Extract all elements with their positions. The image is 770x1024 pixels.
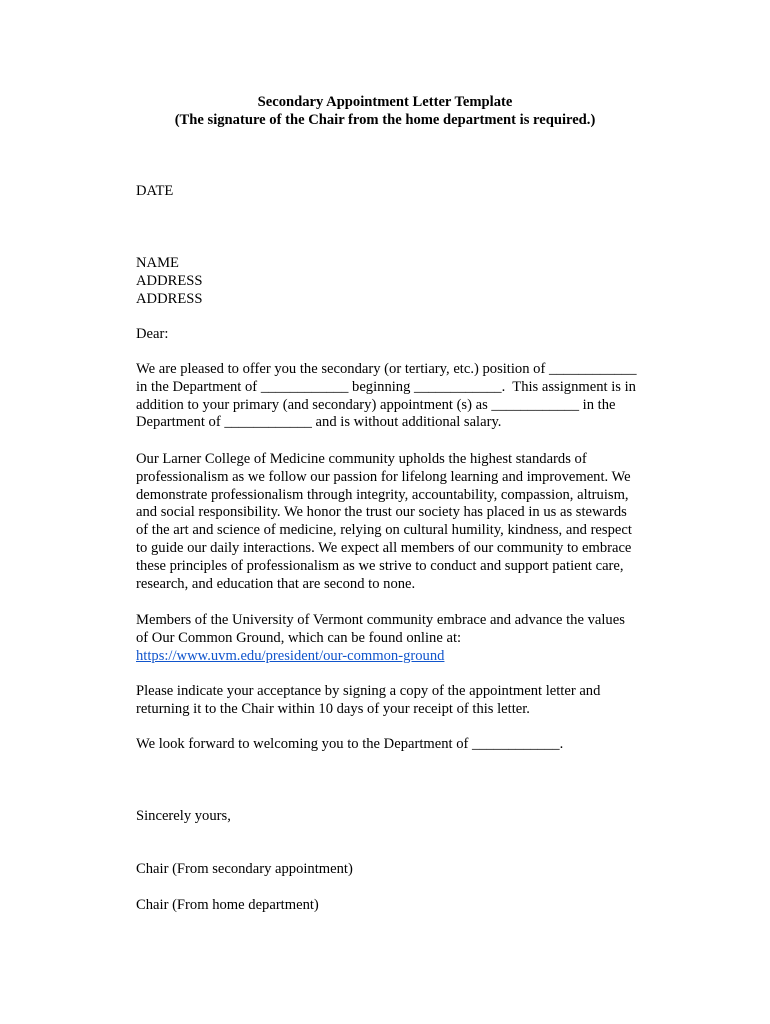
recipient-name: NAME	[136, 255, 179, 271]
paragraph-line: addition to your primary (and secondary) appointment (s) as ____________ in the	[136, 396, 616, 413]
paragraph-offer	[136, 361, 656, 432]
title-line-2: (The signature of the Chair from the home department is required.)	[174, 111, 596, 128]
paragraph-welcome	[136, 736, 656, 754]
paragraph-line: of Our Common Ground, which can be found online at:	[136, 629, 462, 646]
title-line-1: Secondary Appointment Letter Template	[257, 94, 513, 110]
closing	[136, 808, 656, 826]
paragraph-common-ground	[136, 612, 656, 665]
common-ground-link-line	[136, 648, 656, 666]
recipient-block	[136, 255, 656, 308]
paragraph-line: demonstrate professionalism through integrity, accountability, compassion, altruism,	[136, 486, 629, 503]
paragraph-professionalism	[136, 451, 656, 593]
paragraph-line: of the art and science of medicine, relying on cultural humility, kindness, and respect	[136, 522, 632, 539]
paragraph-line: these principles of professionalism as we strive to conduct and support patient care,	[136, 557, 624, 574]
paragraph-line: Members of the University of Vermont community embrace and advance the values	[136, 612, 625, 628]
paragraph-line: We look forward to welcoming you to the Department of ____________.	[136, 736, 564, 752]
paragraph-line: professionalism as we follow our passion for lifelong learning and improvement. We	[136, 468, 631, 485]
signature-secondary-text: Chair (From secondary appointment)	[136, 861, 353, 877]
paragraph-line: research, and education that are second to none.	[136, 575, 416, 592]
salutation	[136, 326, 656, 344]
paragraph-line: We are pleased to offer you the secondary (or tertiary, etc.) position of ____________	[136, 361, 637, 377]
salutation-text: Dear:	[136, 326, 169, 342]
paragraph-line: and social responsibility. We honor the trust our society has placed in us as stewards	[136, 504, 627, 521]
paragraph-acceptance	[136, 683, 656, 719]
date-label: DATE	[136, 183, 174, 199]
paragraph-line: Our Larner College of Medicine community upholds the highest standards of	[136, 451, 587, 467]
closing-text: Sincerely yours,	[136, 808, 231, 824]
paragraph-line: in the Department of ____________ beginning ____________. This assignment is in	[136, 378, 636, 395]
signature-secondary	[136, 861, 656, 879]
recipient-address-1: ADDRESS	[136, 272, 203, 289]
signature-home	[136, 897, 656, 915]
paragraph-line: Please indicate your acceptance by signing a copy of the appointment letter and	[136, 683, 601, 699]
paragraph-line: returning it to the Chair within 10 days of your receipt of this letter.	[136, 700, 530, 717]
date-field	[136, 183, 656, 201]
common-ground-link[interactable]: https://www.uvm.edu/president/our-common-ground	[136, 647, 445, 664]
paragraph-line: Department of ____________ and is without additional salary.	[136, 414, 502, 431]
recipient-address-2: ADDRESS	[136, 290, 203, 307]
signature-home-text: Chair (From home department)	[136, 897, 319, 913]
paragraph-line: to guide our daily interactions. We expect all members of our community to embrace	[136, 539, 632, 556]
letter-title	[0, 94, 770, 130]
